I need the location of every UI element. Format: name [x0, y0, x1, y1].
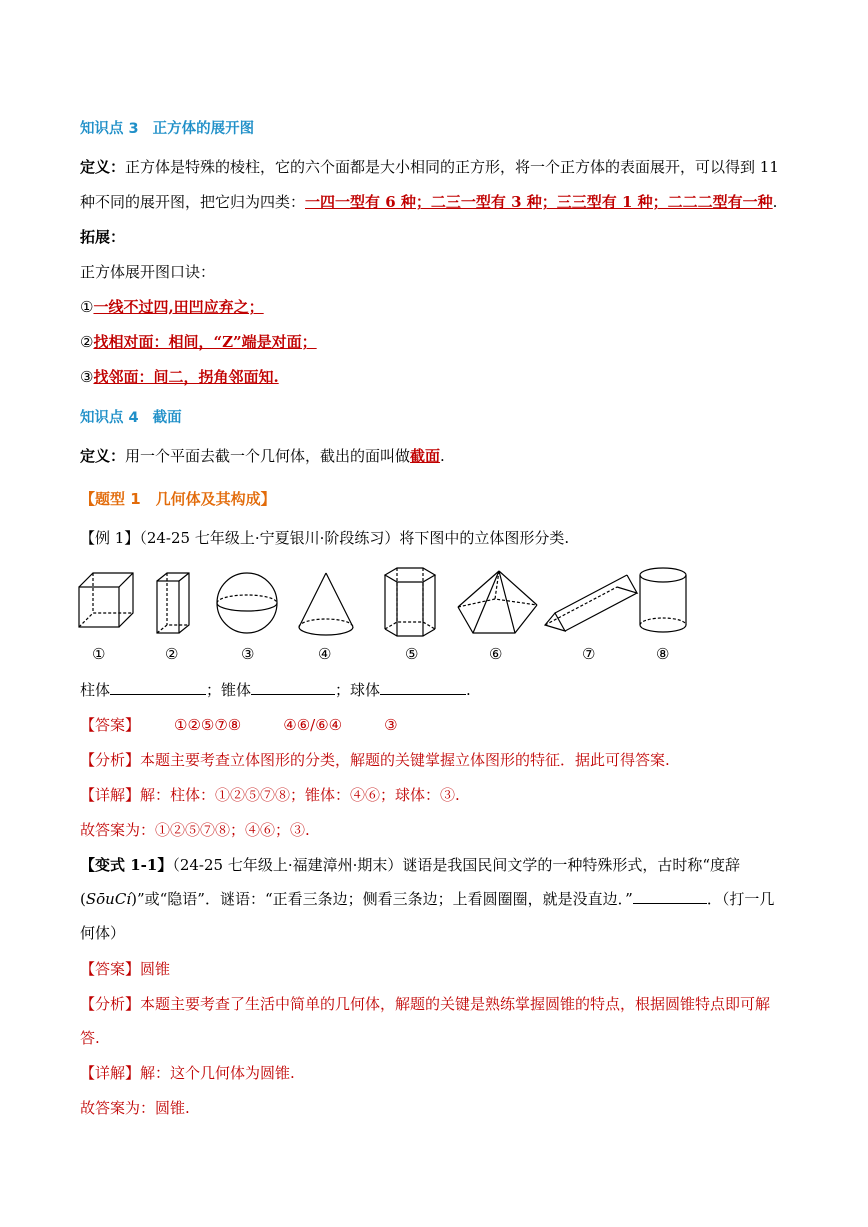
ex1-analysis-label: 【分析】 — [80, 751, 141, 769]
ex1-answer-cone: ④⑥/⑥④ — [283, 716, 343, 734]
solid-shapes-figure — [75, 565, 705, 643]
ex1-answer — [80, 714, 790, 736]
rectangular-prism-shape — [157, 573, 189, 633]
var11-source: （24-25 七年级上·福建漳州·期末） — [172, 856, 403, 874]
var11-text2: )”或“隐语”．谜语：“正看三条边；侧看三条边；上看圆圈圈，就是没直边．” — [131, 890, 633, 908]
shape-label-1: ① — [92, 645, 106, 663]
shape-label-4: ④ — [318, 645, 332, 663]
kp3-def-end: . — [772, 193, 778, 211]
kp3-heading-title: 正方体的展开图 — [152, 121, 255, 137]
shape-label-6: ⑥ — [489, 645, 503, 663]
kp4-def-text: 用一个平面去截一个几何体，截出的面叫做 — [125, 447, 411, 465]
kp4-def-end: . — [440, 447, 445, 465]
var11-analysis-line1 — [80, 993, 790, 1015]
shape-label-7: ⑦ — [582, 645, 596, 663]
mnemonic-3-text: 找邻面：间二，拐角邻面知. — [93, 368, 279, 386]
mnemonic-2-num: ② — [80, 333, 94, 351]
shape-label-8: ⑧ — [656, 645, 670, 663]
ex1-detail — [80, 784, 790, 806]
prism-blank — [110, 679, 206, 695]
mnemonic-2-text: 找相对面：相间，“Z”端是对面； — [93, 333, 317, 351]
mnemonic-1-text: 一线不过四,田凹应弃之； — [93, 298, 264, 316]
var11-answer — [80, 958, 790, 980]
var11-answer-label: 【答案】 — [80, 960, 141, 978]
ex1-final: 故答案为：①②⑤⑦⑧；④⑥；③. — [80, 821, 310, 839]
cylinder-shape — [640, 568, 686, 632]
pentagonal-pyramid-shape — [458, 571, 537, 633]
kp4-def-label: 定义： — [80, 447, 126, 465]
kp3-mnemonic-1 — [80, 296, 790, 318]
kp4-def-answer: 截面 — [410, 447, 441, 465]
sphere-blank — [380, 679, 466, 695]
kp3-def-text1: 正方体是特殊的棱柱，它的六个面都是大小相同的正方形，将一个正方体的表面展开，可以得到 11 — [125, 158, 779, 176]
var11-analysis-label: 【分析】 — [80, 995, 141, 1013]
ex1-analysis — [80, 749, 790, 771]
mnemonic-1-num: ① — [80, 298, 94, 316]
var11-answer-text: 圆锥 — [140, 960, 171, 978]
cube-shape — [79, 573, 133, 627]
var11-analysis-line2: 答. — [80, 1029, 100, 1047]
kp3-def-answer: 一四一型有 6 种；二三一型有 3 种；三三型有 1 种；二二二型有一种 — [305, 193, 773, 211]
var11-paren: ( — [80, 890, 86, 908]
var11-question-line2 — [80, 888, 790, 910]
fill-sphere-label: ；球体 — [335, 681, 381, 699]
var11-analysis-text1: 本题主要考查了生活中简单的几何体，解题的关键是熟练掌握圆锥的特点，根据圆锥特点即可解 — [140, 995, 771, 1013]
shape-label-2: ② — [165, 645, 179, 663]
kp4-heading-title: 截面 — [152, 410, 182, 426]
var11-detail-label: 【详解】 — [80, 1064, 141, 1082]
var11-question-line1 — [80, 854, 790, 876]
riddle-blank — [633, 888, 707, 904]
cone-shape — [299, 573, 353, 635]
ex1-fill-in-line — [80, 679, 790, 701]
var11-text1: 谜语是我国民间文学的一种特殊形式，古时称“度辞 — [402, 856, 741, 874]
var11-text2-end: ．（打一几 — [706, 890, 775, 908]
kp4-heading — [80, 407, 790, 429]
kp3-extension-label: 拓展： — [80, 228, 126, 246]
ex1-label: 【例 1】 — [80, 529, 140, 547]
kp3-mnemonic-title: 正方体展开图口诀： — [80, 263, 216, 281]
ex1-source: （24-25 七年级上·宁夏银川·阶段练习） — [139, 529, 400, 547]
kp3-def-label: 定义： — [80, 158, 126, 176]
var11-detail-text: 解：这个几何体为圆锥. — [140, 1064, 295, 1082]
ex1-answer-sphere: ③ — [384, 716, 398, 734]
shape-label-3: ③ — [241, 645, 255, 663]
ex1-detail-label: 【详解】 — [80, 786, 141, 804]
ex1-detail-text: 解：柱体：①②⑤⑦⑧；锥体：④⑥；球体：③. — [140, 786, 460, 804]
shape-label-5: ⑤ — [405, 645, 419, 663]
fill-end: . — [466, 681, 471, 699]
cone-blank — [251, 679, 335, 695]
kp4-definition — [80, 445, 790, 467]
var11-final: 故答案为：圆锥. — [80, 1099, 190, 1117]
kp3-definition-line2 — [80, 191, 790, 213]
var11-detail — [80, 1062, 790, 1084]
var11-label: 【变式 1-1】 — [80, 856, 173, 874]
triangular-prism-shape — [545, 575, 637, 631]
ex1-question-text: 将下图中的立体图形分类. — [399, 529, 570, 547]
ex1-question — [80, 527, 790, 549]
kp3-heading-num: 知识点 3 — [80, 121, 139, 137]
kp3-heading — [80, 118, 790, 140]
kp4-heading-num: 知识点 4 — [80, 410, 139, 426]
fill-cone-label: ；锥体 — [206, 681, 252, 699]
ex1-answer-label: 【答案】 — [80, 716, 141, 734]
type1-title: 【题型 1 几何体及其构成】 — [80, 490, 276, 508]
kp3-definition-line1 — [80, 156, 790, 178]
fill-prism-label: 柱体 — [80, 681, 111, 699]
kp3-mnemonic-2 — [80, 331, 790, 353]
hexagonal-prism-shape — [385, 568, 435, 636]
ex1-answer-prism: ①②⑤⑦⑧ — [174, 716, 242, 734]
var11-pinyin: SōuCí — [85, 890, 132, 908]
kp3-mnemonic-3 — [80, 366, 790, 388]
sphere-shape — [217, 573, 277, 633]
kp3-def-text2: 种不同的展开图，把它归为四类： — [80, 193, 306, 211]
mnemonic-3-num: ③ — [80, 368, 94, 386]
ex1-analysis-text: 本题主要考查立体图形的分类，解题的关键掌握立体图形的特征．据此可得答案. — [140, 751, 670, 769]
var11-question-line3: 何体） — [80, 924, 126, 942]
